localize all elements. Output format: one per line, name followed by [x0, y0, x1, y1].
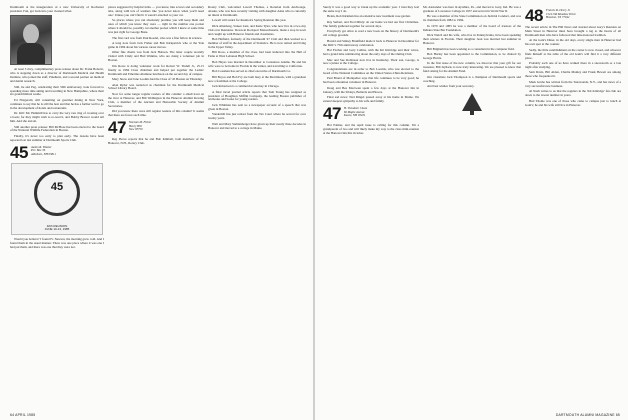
class-number: 47 — [323, 103, 341, 123]
class-header-45 — [10, 142, 104, 162]
class-secretary-address: H. Theodore Chase 60 Maple Avenue Keene, NH 03431 — [343, 105, 368, 118]
paragraph: A final travel journal article reports that Tom Young has resigned as president of Houghton Mifflin Company, the leading Boston publisher of textbooks and books for young readers. — [208, 89, 306, 102]
paragraph: Jack Whitman has sent us a newspaper account of a speech that was given in Boston. — [208, 102, 306, 111]
paragraph: At the Gant's Diner, in the old days, every single man in Hanover had his own spot at the counter. — [525, 38, 621, 47]
right-page-column-1 — [323, 6, 419, 404]
paragraph: Everybody got Alice to read a new book on the history of Dartmouth's old college grounds. — [323, 29, 419, 38]
paragraph: Alan Ryder was reelected as chairman for the Dartmouth Medical School Library Board. — [108, 82, 204, 91]
right-page-column-3 — [525, 6, 621, 404]
paragraph: Sadly, the little establishment on the corner is now closed, and whoever finds himself at the table of the old Gant's will find it a very different place. — [525, 47, 621, 60]
paragraph: The recent article in The Hill News and Journal about Gary's Reunion on Main Street in Hanover must have brought a tug to the hearts of all Dartmouth men who have followed that time-honored tradition. — [525, 25, 621, 37]
paragraph: Helen, Rob Kirkman has an extensive new treatment rose garden. — [327, 14, 411, 19]
paragraph: Other fine clients was from Jack Hobson. The latter couple recently visited with Cindy and Bud Watkins, who are doing a volunteer job in Boston. — [108, 50, 204, 63]
paragraph: Walt and Mary Stehlenberger have given up their nearly three decades in Hanover and moved to a cottage in Maine. — [208, 121, 306, 130]
paragraph: The first card was from Paul Roedel, who was a fine fellow in science. — [112, 35, 203, 40]
paragraph: Rotary Club, welcomed Lowell Thomas, a Rotarian from Anchorage, Alaska, who was here recently visiting with daughter Anne who is currently an intern at Dartmouth. — [208, 6, 306, 17]
paragraph: Ray Seibert, and Fred Minty: At our home we had our first Christmas. The family gathered together for several days. — [323, 19, 419, 28]
class-header-47 — [323, 103, 419, 123]
paragraph: Now for some longer regular readers of this column: a small trout on the river at Hanover, and Bill Wellington in the Hanover Alumni Rowing Club, a member of the Ancient and Honorable Society of Alumni Secretaries. — [108, 91, 204, 108]
reunion-emblem — [11, 163, 103, 235]
paragraph: He was a member of the State Commission on Judicial Conduct, and was its chairman from 1982 to 1984. — [423, 14, 521, 23]
class-number: 45 — [10, 142, 28, 162]
right-page-column-2 — [423, 6, 521, 404]
paragraph: Bob Hatfield, formerly of the Dartmouth '47 Club and then worked as a member of staff in the department of Statistics. He is now retired and living in the Upper Valley. — [208, 37, 306, 49]
paragraph: Our classmate Jack Thompson is a champion of Dartmouth sports and coaching. — [423, 74, 521, 83]
paragraph: Doug and Bea MacLean spent a few days at the Hanover Inn in January, with the Sibleys, Ballards and Howes. — [323, 85, 419, 94]
paragraph: Still, he and Peg, celebrating their 50th anniversary, look forward to spending more time skiing and travelling in New Hampshire, where their six grandchildren reside. — [10, 84, 104, 97]
paragraph: Mr. Alexander was here in Ayrshire, Pa., and moved to Gary, Ind. He was a graduate of Lawrence College in 1937 and served in World War II. — [423, 6, 521, 13]
emblem-ring — [34, 170, 80, 216]
page-footer: DARTMOUTH ALUMNI MAGAZINE 65 — [555, 413, 620, 417]
paragraph: Ed Fitzgerald, still consulting on gourmet dining in New York, continues to say that he is still the best and that he has a farther well to go in the development of hotels and restaurants. — [10, 97, 104, 110]
class-number: 48 — [525, 6, 543, 25]
emblem-caption: 40th REUNION JUNE 10-13, 1985 — [44, 223, 70, 232]
class-header-47 — [108, 120, 204, 135]
class-secretary-address: Austin R. Wiester P.O. Box 36 Attleboro, NH 03811 — [30, 144, 56, 156]
class-secretary-address: Francis R. Drury Jr. 1524 Old Meadow Drive Houston, TX 77042 — [545, 8, 576, 20]
paragraph: In the first issue of the new column, we discover that your gift for our treasurer, Bill Jayhack, is now truly interesting. We are pleased to know that fund raising for the Alumni Fund. — [423, 61, 521, 74]
left-page-column-2 — [108, 6, 204, 404]
paragraph: Reg Pierce reports that he and Bob Kimball, both members of the Hanover, N.H., Rotary Club. — [108, 137, 204, 145]
paragraph: A long note from Jack Fisher and Bob Kirkpatrick who at the Yale game in 1984 about his various career moves. — [108, 41, 204, 49]
paragraph: Bob Hurley has been appointed to the Commission, to be chaired by George Harris. — [423, 52, 521, 60]
christmas-tree-icon — [462, 93, 482, 115]
paragraph: Bob Hayes was married in December to Constance Adams. He and his wife were to be home in Florida in the winter, and travelling to California. — [208, 59, 306, 68]
paragraph: At least 3 ritzy, complimentary press release about Dr. Frank Bobotic, who is stepping down as a director of Dartmouth Medical and Health Institute, who joined the staff, Pinehurst, and a second partner on medical and dental research. — [10, 67, 104, 84]
paragraph: Hal Palmer, and the April issue is calling for this column. I'm a grandparent of two and will likely make my way to the class mini-reunion at the Hanover Inn this October. — [323, 122, 419, 135]
paragraph: Surely it was a good way to break up the academic year. I trust they feel the same way I do. — [323, 6, 419, 13]
paragraph: Mary Snow and Jane Loomis had the Class of '45 Boston on Thursday. — [112, 77, 203, 82]
paragraph: Bill Boyce and Bob Fry are both busy at the Merrimack, with a grandson now a freshman at the College. — [208, 74, 306, 83]
emblem-number: 45 — [50, 180, 64, 193]
paragraph: Jim Rowe is doing volunteer work for Robert W. Tisdell Jr., 25.15 finally as 1984 Class chairman and helped put together the Ladies' Dartmouth and Emeritus Alumnae luncheon on the second day of campus. — [108, 63, 204, 76]
paragraph: Dick Allenberg, Stokes Lutz, and Katie Tyler, who now live in a two-day visit over Reunions. Down-in Rockport Massachusetts, made a stop in town and caught up with Hanover friends and classmates. — [208, 23, 306, 36]
paragraph: Dick Welch and his wife, who live in Pennsylvania, have been spending their winters in Florida. Their daughter Jean was married last summer in Hanover. — [423, 33, 521, 46]
class-header-48 — [525, 8, 621, 23]
paragraph: Probably each one of us have walked there in a snowstorm or a late night after studying. — [525, 61, 621, 69]
paragraph: Mac and Sue Robinson now live in Kentucky. Their son, George, is now a junior at the College. — [323, 57, 419, 66]
paragraph: places suggested by helpful folks — you know, like screws and secondary tabs, along with lots of washers like 'you never know when you'll need one.' Unless you can't find it it weren't attached to your car. — [108, 6, 204, 17]
paragraph: Congratulations are in order to Bob Loomis, who was elected to the board of the National Committee on the United States-China Relations. — [323, 66, 419, 75]
paragraph: Dr. Kill: Mr. Hammill has to carry the very rare ring of crossing over a book; for they might wish to re-read it, and Bobby Brewer would tell him. And she and Al. — [10, 111, 104, 124]
paragraph: Did you know there were still regular readers of this column? It seems that there are fewer each time. — [108, 109, 204, 118]
paragraph: Would you believe? I found Fr. Newton, the morning grew cold. And I found them in the usual manner. There was one place where it was one I had put them, and there was one that they were not. — [10, 236, 104, 249]
page-footer: 64 APRIL 1985 — [10, 413, 36, 417]
class-number: 47 — [108, 118, 126, 137]
paragraph: Sam Davis, Bill Alden, Charlie Manley and Frank Hewett are among those who frequented it. — [525, 70, 621, 79]
paragraph: Jack Robertson is a commercial attorney in Chicago. — [212, 84, 280, 89]
paragraph: Lowell will return for Reunion's Spring Reunion this year. — [212, 18, 287, 23]
class-secretary-address: Norman M. Fisher Henry Hill New 03750 — [128, 120, 152, 132]
paragraph: Vanderbilt has just retired from the Tax Court where he served for over twenty years. — [208, 112, 306, 121]
paragraph: Dartmouth at the inauguration of a new University of Rochester president. Fun, got back into your cleaned silver. — [10, 6, 104, 13]
paragraph: Hal Fischer and Gary Collins, with the Kit Kittridge and their wives, had a grand time reminiscing about the early days of the Outing Club. — [323, 48, 419, 57]
left-page-column-3 — [208, 6, 306, 404]
paragraph: Bob Cossman has served as chief executive of Dartmouth Co. — [212, 69, 291, 74]
classmate-photo — [10, 15, 52, 65]
paragraph: Bill Brigham has been working as a consultant in the computer field. — [427, 46, 515, 51]
right-page — [315, 0, 628, 420]
paragraph: So places where you can absolutely promise you will keep them and ones of which you know they were — right in the number one pocket where it should be, possibly cut another pocket which I knew at some time was just right for George Bone. — [108, 18, 204, 35]
paragraph: Mark Grube has written from the Tonawanda, N.Y., and has news of a very successful new business. — [525, 79, 621, 88]
paragraph: Paul Brand of Montpelier says that life continues to be very good; he had been a Reunion volunteer in Hanover. — [323, 76, 419, 85]
paragraph: Bill Roos, a member of the class, had been inducted into the Hall of Fame at West Lebanon High School. — [208, 50, 306, 59]
paragraph: Al Nash writes to us that the regulars in the 'Kit Kittridge' fan club are down to the lowest number in years. — [525, 89, 621, 98]
paragraph: Final sad news: Ned Ringel passed away at his home in Maine. We extend deepest sympathy to his wife and family. — [323, 95, 419, 104]
left-page — [0, 0, 313, 420]
paragraph: Finally, it's never too early to plan early. The dozens have been reported lost last summer at Dartmouth Sports Club. — [10, 133, 104, 142]
paragraph: In 1979 and 1983 he was a member of the board of trustees of the Indiana State Bar Foundation. — [423, 23, 521, 32]
paragraph: And best wishes from your secretary. — [427, 84, 475, 89]
left-page-column-1 — [10, 6, 104, 404]
paragraph: Still another press release: Bill McHose has been elected to the board of the National Wildlife Federation in Boston. — [10, 124, 104, 133]
paragraph: Bud Thome was one of those who came to campus just to lunch at Gant's; he and his wife still live in Hanover. — [525, 98, 621, 107]
paragraph: Harold and Sidney Brumfield made it back to Hanover in December for the DOC's 75th anniversary celebration. — [323, 38, 419, 47]
